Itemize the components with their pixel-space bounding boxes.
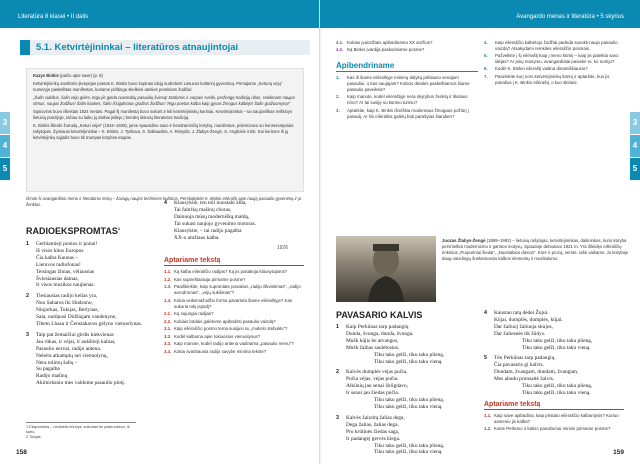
question-number: 3. [336,107,340,113]
poem-line [26,353,158,360]
poem-line [336,436,476,443]
question-number: 1.2. [484,426,492,432]
poem-line-text: Iš visos kitos Europos [36,247,84,254]
poem1-title-wrap [26,226,158,236]
poem-line [484,310,624,317]
poem-line [484,369,624,376]
poem-line-text: Gerbiamieji ponios ir ponai! [36,241,98,247]
question-text: Pažvelkite į šį eilėraštį kaip į meno kūrinį – kaip jis pateikia savo idėjas? Ar jūsų manymu, avangardistai pasiekė to, ko norėjo? [495,53,619,65]
poem-line-text: Tiku taku gelži, tiku taku plieną, [374,442,445,449]
question-text: Ką kalba eilėraščio radijas? Ką jis pasakoja klausytojams? [174,269,288,275]
poem-line [336,369,476,376]
question-item [164,326,304,332]
poem-stanza [484,355,624,396]
poem-line-text: Kaustau ratą dėdei Žujui. [494,310,549,316]
question-item [164,277,304,283]
tasks2-list [484,413,624,433]
poem-line [26,282,158,289]
tasks2-title: Aptariame tekstą [484,401,624,410]
poem-line [484,338,624,345]
poem-line [26,314,158,321]
poem-line-text: Tiku taku gelži, tiku taku plieną, [522,337,593,344]
poem-line-text: Nebėra atkampių nei vienuolynų, [36,352,108,359]
poem2-title: PAVASARIO KALVIS [336,310,423,320]
tasks2-block [484,401,624,433]
question-number: 4.1. [336,40,344,45]
tasks-title: Aptariame tekstą [164,257,304,266]
question-item [164,311,304,317]
question-number: 1.2. [164,276,172,282]
question-number: 6. [484,66,488,72]
poem-line-text: Ir senai jau žiedas pučia. [346,390,400,397]
question-number: 5. [484,53,488,59]
poem-line [336,443,476,450]
poem2-stanzas-b [484,310,624,397]
poem-line-text: Nėra tolimų šalių – [36,359,78,366]
poem-line [336,324,476,331]
poem-line-text: Tiesiausias radijo kelias yra, [36,293,98,300]
poem-line [484,390,624,397]
footnotes [26,422,136,440]
right-side-tab-3[interactable]: 3 [630,112,640,134]
question-text: Ką Binkis įvardija paskutiniame posme? [347,47,425,53]
tasks-list [164,269,304,355]
poem-line [26,293,158,300]
poem-line [336,345,476,352]
question-item [484,40,622,52]
poem-line-text: Kalvės dumplės vėjas pučia, [346,369,408,376]
poem-line [336,429,476,436]
poem-line-text: Kaip Perkūnas tarp padangių [346,324,409,330]
question-number: 2.1. [164,311,172,317]
lesson-title: 5.1. Ketvirtėjininkai – literatūros atnaujintojai [20,40,310,55]
poem-line-text: Tai sukasi naujojo gyvenimo motoras. [174,220,257,227]
bio-text: – lietuvių rašytojas, ketvirtėjininkas, dailininkas, kurio kūryba persmelkta modernizmo ir gamtos motyvų. Spaudoje debiutavo 1921 m. Yra išleidęs eilėraščių rinkinius „Purpuriniai žiedai“, „Nuostabios dienos“. Kūrė ir prozą, verstė, rašė vaikams. Jo kūryboje daug vaizdingų šnekamosios kalbos elementų ir muzikalumo. [442,238,629,261]
poem-line [336,383,476,390]
stanza-number: 1 [26,241,29,247]
poem-line-text: Klausykite, – tai radijo pagalba [174,227,242,234]
poem-line-text: Kūjai, dumplės, dumplės, kūjai. [494,316,563,323]
poem-stanza [484,310,624,351]
poem-line [26,276,158,283]
poem-line [26,360,158,367]
portrait-icon [336,236,436,302]
question-item [336,47,478,53]
quote-paragraph-3: Sąsiuvinis buvo išleistas 1924 metais. Pagal šį manifestą buvo sukurti ir kiti ketvirtėjininkų kūriniai. Ketvirtėjininkai – tai naujoviškas reiškinys lietuvių poezijoje, tačiau su laiku jų darbai įsiliejo į bendrą lietuvių literatūros tradiciją. [33,109,293,120]
poem-line [484,376,624,383]
poem-line [164,228,304,235]
right-side-tab-4[interactable]: 4 [630,135,640,157]
poem-line [336,338,476,345]
quote-paragraph-2: „Šalin sukiltus, šalin vėjo gėles, tegu jie gieda nuostabių pasaulių šviesą! Dūdomis ir varpais sveiki, peržengę tradicijų ribas, sveikinam naujus ritmus, naujus žodžius! Šalin kaukes, šalin išsigalvotus gražius žodžius! Tegu poetas kalba kaip gyvas žmogus kalbėjo! Šalin gražuomyną!“ [33,95,295,106]
poem-line [26,241,158,248]
poem-line [484,331,624,338]
poem-line-text: Akimirksniu mes valdome pasaulio plotį. [36,380,126,387]
poem2-column-a [336,310,476,460]
question-text: Kokia veiksmažodžio forma pavartota šiame eilėraštyje? Kas sukuria tokį įspūdį? [174,297,293,309]
poem-line [26,255,158,262]
poem-line-text: Lietuvos radiofonas! [36,261,81,268]
poem-line-text: Dega žalias, žalias dega. [346,421,399,428]
intro-text: Išmok ši avangardinio meno ir literatūros temų – žaviųjų naujos techninės kultūros. Perskaitykite K. Binkio eilėraštį apie naują pasaulio gyvenimą ir jo ženklus. [26,196,302,207]
question-number: 1.3. [164,284,172,290]
poem1-footmark: 1 [117,226,121,231]
question-number: 1.4. [164,297,172,303]
question-number: 7. [484,73,488,79]
left-header [0,0,320,28]
poem-stanza [26,332,158,387]
author-bio-box [336,236,632,302]
question-text: Kokias įvaizdžiais apibūdinama XX amžius? [347,40,433,45]
footnote-2: 2 Tokijas. [26,435,42,439]
poem-line-text: Ir visos muzikos naujienas: [36,282,95,289]
question-number: 3.1. [164,326,172,332]
question-number: 4.2. [336,47,344,53]
author-bio [442,238,632,262]
right-col-a [336,40,478,121]
poem-line [26,346,158,353]
question-text: Kokiais būdais galėtume apibūdinti pasaulio vaizdą? [174,318,276,324]
poem-line-text: Teisingas žinias, vėliausias [36,268,95,275]
question-item [164,341,304,347]
poem1-title: RADIOEKSPROMTAS [26,226,118,236]
question-text: Aptarkite, kaip K. Binkis išreiškia modernaus žmogaus požiūrį į pasaulį. Ar šis eilėraštis galėtų būti parašytas šiandien? [347,107,469,119]
poem-line [164,221,304,228]
poem-line-text: Mes abudu prunsaitė žalvis. [494,376,555,383]
poem-line-text: Pasaulio nervai, radijo antena. [36,345,102,352]
poem-line-text: Dundam, žvangam, dundam, žvangam, [494,369,579,376]
poem1-stanzas-a [26,241,158,387]
poem-line-text: Pro krūtinės žiedas saga, [346,428,400,435]
poem-line-text: Tiku taku gelži, tiku taku vieną. [374,403,443,410]
question-item [484,413,624,425]
question-text: Kas suprieštarauja pirmame posme? [174,276,246,282]
poem-line [164,214,304,221]
poem-line [26,380,158,387]
stanza-number: 3 [26,331,29,338]
question-text: Ką sujungia radijas? [174,311,214,317]
right-questions [484,40,622,86]
question-number: 1.1. [164,269,172,275]
right-side-tab-5[interactable]: 5 [630,158,640,180]
poem-line [164,207,304,214]
question-text: Paaiškinkite, kaip suprantate posakius „radijo iškvietimas“, „radijo aerodromas“, „vėjų sukilimas“? [174,284,301,296]
poem-line [336,449,476,456]
apibendr-title: Apibendriname [336,61,478,72]
right-page-number: 159 [613,449,624,456]
poem-line-text: Tiku taku gelži, tiku taku vieną. [374,358,443,365]
poem-line-text: Nuo Saharos iki Hudsono, [36,300,93,307]
left-page-number: 158 [16,449,27,456]
question-item [484,53,622,65]
right-header [320,0,640,28]
poem-line-text: Tai fabrikų mašinų choras, [174,206,232,213]
tasks-block [164,257,304,355]
question-text: Kaip manote, kodėl eilėraštyje nėra skyrybos ženklų ir tikslaus rimo? Ar tai susiję su kūrinio turiniu? [347,94,468,106]
poem-line-text: Tiku taku gelži, tiku taku vieną. [374,449,443,456]
poem-line [26,269,158,276]
poem2-column-b [484,310,624,434]
question-text: Kodėl K. Binkio eilėraštį vadina dinamiškiausiu? [495,66,588,72]
side-tab-3[interactable]: 3 [0,112,10,134]
question-item [484,426,624,432]
poem-line-text: Radijo mašinų [36,373,68,380]
poem-line-text: Dar žaliesnės tik žūdys. [494,330,546,337]
poem-stanza [336,324,476,365]
question-item [336,94,478,106]
poem-line [26,248,158,255]
question-text: Kaip eilėraščio posmo tema susijusi su „mokslo stebuklu“? [174,326,288,332]
question-item [164,284,304,296]
poem-line-text: Su pagalba [36,366,60,373]
question-text: Kokia svarbiausia radijo savybė minima tekste? [174,348,267,354]
poem-line-text: Tiku taku gelži, tiku taku plieną, [522,383,593,390]
poem-line [484,317,624,324]
poem-line [26,300,158,307]
question-text: Pasirinkite kurį nors ketvirtėjininkų kūrinį ir aptarkite, kuo jis panašus į K. Binkio eilėraštį, o kuo skiriasi. [495,73,610,85]
stanza-number: 2 [336,369,339,376]
poem-line-text: XX-o amžiaus kalba. [174,234,220,241]
stanza-number: 2 [26,293,29,300]
poem-line-text: Ir padangėj gervės klega. [346,435,401,442]
poem-stanza [336,369,476,410]
poem1-column-a [26,226,158,391]
poem-line-text: Taip pat žemaičiui girdis kiekvienas [36,331,114,338]
poem-line [484,362,624,369]
question-item [164,298,304,310]
poem1-stanzas-b [164,200,304,241]
poem-line [336,376,476,383]
bio-name: Juozas Žlabys-Žengė [442,238,486,243]
poem-stanza [336,415,476,456]
side-tab-5[interactable]: 5 [0,158,10,180]
poem-line [26,339,158,346]
right-page [320,0,640,464]
poem-line [336,390,476,397]
question-item [336,40,478,46]
poem-line [336,331,476,338]
question-item [484,74,622,86]
poem-line [26,321,158,328]
poem-line-text: Mušk žaibas saulėtosios. [346,344,400,351]
poem-line [484,345,624,352]
poem-line-text: Tiku taku gelži, tiku taku plieną, [374,351,445,358]
poem-line-text: Jau rūkas, ir vėjai, ir aukštieji kalnai, [36,338,116,345]
quote-author: Kazys Binkis [33,73,59,78]
question-number: 2.2. [164,318,172,324]
poem-line-text: Tibeto Lhasa ir Čenstakavos gėlyno vienuolynas. [36,320,143,327]
poem-line-text: Klausykite, ten toli nuostabi alda, [174,200,247,206]
bio-years: (1899–1992) [485,238,512,243]
question-item [164,349,304,355]
poem-line-text: Tiku taku gelži, tiku taku vieną. [522,389,591,396]
poem-line-text: Dainuoja mūsų modernišką maldą, [174,213,250,220]
top-questions [336,40,478,53]
question-number: 3.4. [164,348,172,354]
poem-line [336,352,476,359]
poem-line-text: Niujorkas, Tokijas, Berlynas, [36,307,99,314]
question-item [484,66,622,72]
question-text: Kodėl kalbama apie tokiuosius vienuolynus? [174,333,261,339]
quote-paragraph-4: K. Binkis išleido žurnalą „Keturi vėjai“ (1924–1928), jame spausdino savo ir bendraminčių kūrybą, manifestus, polemizavo su konservatyviais rašytojais. Žymiausi ketvirtėjininkai – K. Binkis, J. Tysliava, S. Šalkauskis, A. Rimydis, J. Žlabys-Žengė, S. Anglickis ir kiti. Kai kuriems iš jų ketvirtėjinkų sąjūdis buvo tik trumpas kūrybos etapas. [33,123,294,140]
left-header-text: Literatūra 8 klasei • II dalis [18,14,89,20]
poem-line-text: Kalvės žaizdrų žalias dega, [346,414,405,421]
question-text: Kaip save apibūdina, kaip pristato eilėraščio kalbantysis? Kuriuo asmeniu jis kalba? [494,412,619,424]
poem1-column-b [164,200,304,356]
stanza-number: 1 [336,324,339,330]
question-text: Kas iš šiame eilėraštyje minimų dalykų priklauso senajam pasauliui, o kas naujajam? Kokios detalės paskelbiamos šiame pasaulio paveiksle? [347,75,470,93]
poem-line [26,373,158,380]
quote-box [26,68,304,192]
question-number: 1. [336,75,340,81]
poem-stanza [26,293,158,328]
poem-line [164,235,304,242]
quote-paragraph-1: Ketvirtėjininkų sambūrio įkvėpėjas poetas K. Binkis buvo kupinas idėjų sudrebinti Lietuvos kultūrinį gyvenimą. Pirmajame „Keturių vėjų“ numeryje paskelbtas manifestas, kuriame pirštinga skelbėsi ateities poetiniam žodžiui: [33,81,283,92]
poem1-year: 1926 [276,245,288,252]
poem-line [26,307,158,314]
poem-line [336,422,476,429]
poem-line [164,200,304,207]
poem-line-text: Tiku taku gelži, tiku taku vieną. [522,344,591,351]
poem-line-text: Pučia vėjas, vėjas pučia. [346,376,399,383]
question-item [336,108,478,120]
question-number: 3.3. [164,341,172,347]
stanza-number: 5 [484,355,487,362]
stanza-number: 4 [484,310,487,316]
question-item [336,75,478,93]
poem-line [484,383,624,390]
question-item [164,319,304,325]
question-number: 2. [336,94,340,100]
poem-line [336,397,476,404]
apibendr-list [336,75,478,119]
poem-line [484,324,624,331]
poem-line [26,366,158,373]
poem-line-text: Dunda, švunga, dunda, švunga. [346,330,414,337]
poem-line [26,262,158,269]
poem-line-text: Alkūnių jau senai išrūgdavo, [346,383,408,390]
poem-line-text: Čia kalba Kaunas – [36,254,79,261]
question-text: Kaip manote, kodėl radijo antena vadinama „pasaulio nervu“? [174,341,294,347]
poem-line-text: Tiku taku gelži, tiku taku plieną, [374,397,445,404]
poem-line-text: Dar žaliuoj žaliuoja skujos, [494,323,553,330]
poem-line [26,332,158,339]
side-tab-4[interactable]: 4 [0,135,10,157]
poem-line [336,404,476,411]
poem-line-text: Tėn Perkūnas tarp padangių. [494,355,556,362]
poem-line [336,415,476,422]
right-header-text: Avangardo menas ir literatūra • 5 skyrius [516,14,624,20]
question-number: 4. [484,40,488,45]
poem-line-text: Sala, nutūpusi Didžiajam vandenyne, [36,314,117,321]
poem-line-text: Mušk kūjis be atvangos, [346,337,399,344]
quote-author-suffix: (pačiu apie save) (p. 8) [58,73,103,78]
poem-line-text: Šviesiausias dainas, [36,275,79,282]
apibendr-block [336,61,478,119]
poem-stanza [164,200,304,241]
question-number: 1.1. [484,412,492,418]
stanza-number: 4 [164,200,167,206]
poem-line-text: Čia pavasaris gi kalvis. [494,362,545,369]
author-photo [336,236,436,302]
poem-line [336,359,476,366]
footnote-1: 1 Ekspromtas – nedidelis kūrinys, sukurtas be pasiruošimo, iš karto. [26,425,130,434]
question-number: 3.2. [164,333,172,339]
question-text: Kokie Perkūno ir kalvio panašumai minimi pirmame posme? [494,426,611,432]
poem-stanza [26,241,158,289]
stanza-number: 3 [336,414,339,421]
poem2-stanzas-a [336,324,476,456]
right-col-b [484,40,622,87]
question-item [164,269,304,275]
question-item [164,334,304,340]
question-text: Kaip eilėraščio kalbėtojo žodžiai padeda suvokti naujo pasaulio vaizdą? Atsakydami remkitės eilėraščio posmais. [495,40,618,51]
